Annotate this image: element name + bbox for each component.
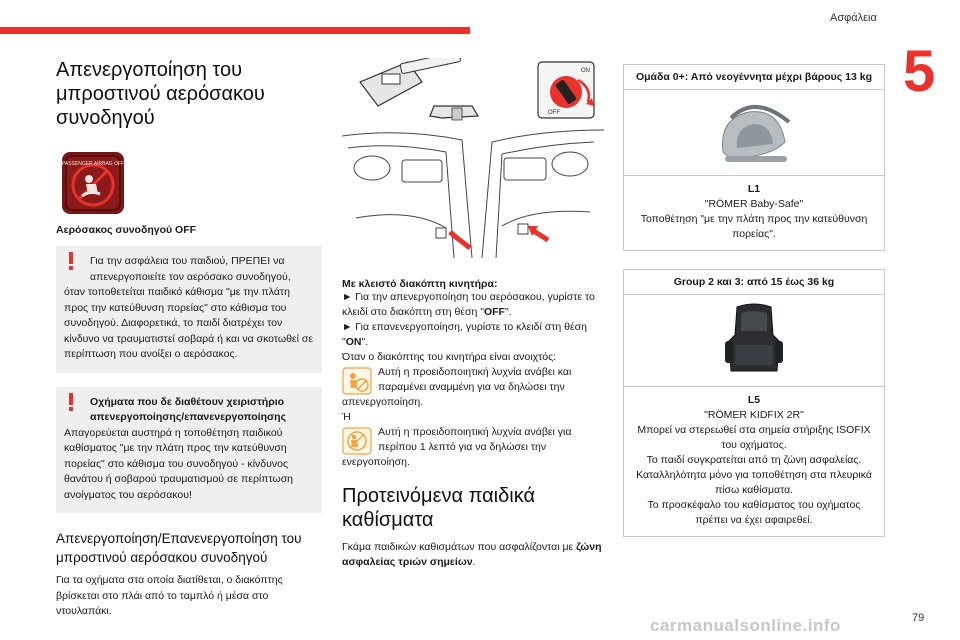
seat-detail: Καταλληλότητα μόνο για τοποθέτηση στα πλευρικά πίσω καθίσματα. [636, 469, 872, 496]
seat-detail: Μπορεί να στερεωθεί στα σημεία στήριξης ISOFIX του οχήματος. [637, 424, 871, 451]
column-middle [342, 58, 604, 570]
warning-lamp-off-row [342, 365, 604, 395]
step-reactivate-end: ". [361, 336, 369, 348]
body-paragraph: Για τα οχήματα στα οποία διατίθεται, ο διακόπτης βρίσκεται στο πλάι από το ταμπλό ή μέσα στο ντουλαπάκι. [56, 574, 283, 617]
or-separator: Ή [342, 411, 351, 423]
seat-code: L1 [747, 183, 761, 195]
dashboard-illustration [342, 130, 604, 258]
switch-label-off: OFF [548, 110, 560, 116]
seat-description [624, 387, 884, 536]
step-reactivate-text: ► Για επανενεργοποίηση, γυρίστε το κλειδί στη θέση " [342, 321, 587, 348]
page-number: 79 [912, 612, 925, 624]
airbag-switch-illustration [342, 58, 604, 268]
booster-seat-image [624, 295, 884, 387]
warning-body-text: όταν τοποθετείται παιδικό κάθισμα "με την πλάτη προς την κατεύθυνση πορείας" στο κάθισμα του συνοδηγού. Διαφορετικά, το παιδί διατρέχει τον κίνδυνο να τραυματιστεί σοβαρά ή και να σκοτωθεί σε περίπτωση που ανοίξει ο αερόσακος. [64, 286, 314, 360]
exclamation-icon [66, 252, 76, 270]
header-accent-bar [0, 27, 470, 34]
child-seats-intro [342, 540, 604, 570]
warning-lamp-off-tail: απενεργοποίηση. [342, 396, 424, 408]
warning-lamp-on-tail: ενεργοποίηση. [342, 456, 410, 468]
watermark: carmanualsonline.info [650, 616, 841, 635]
column-right [623, 64, 885, 537]
chapter-number: 5 [903, 39, 936, 104]
warning-lamp-off-text: Αυτή η προειδοποιητική λυχνία ανάβει και παραμένει αναμμένη για να δηλώσει την [378, 366, 572, 393]
child-seat-card [623, 64, 885, 251]
airbag-off-warning-lamp-icon [342, 367, 372, 395]
column-left [56, 58, 322, 620]
child-seats-title: Προτεινόμενα παιδικά καθίσματα [342, 485, 536, 531]
page-title: Απενεργοποίηση του μπροστινού αερόσακου συνοδηγού [56, 59, 265, 129]
seat-detail: Το παιδί συγκρατείται από τη ζώνη ασφαλείας. [646, 454, 862, 466]
seat-group-heading: Group 2 και 3: από 15 έως 36 kg [624, 270, 884, 295]
airbag-switch-detail [538, 62, 594, 118]
warning-lamp-on-text: Αυτή η προειδοποιητική λυχνία ανάβει για περίπου 1 λεπτό για να δηλώσει την [378, 426, 572, 453]
booster-seat-icon [719, 301, 789, 381]
passenger-airbag-off-icon [62, 152, 124, 214]
seat-name: "RÖMER KIDFIX 2R" [704, 409, 804, 421]
baby-carrier-seat-icon [709, 98, 799, 168]
switch-label-on: ON [581, 68, 590, 74]
intro-bold: ζώνη ασφαλείας τριών σημείων [342, 541, 602, 568]
seat-code: L5 [747, 394, 761, 406]
airbag-on-warning-lamp-icon [342, 427, 372, 455]
seat-name: "RÖMER Baby-Safe" [704, 198, 804, 210]
status-line: Όταν ο διακόπτης του κινητήρα είναι ανοιχτός: [342, 351, 557, 363]
warning-box-no-switch [56, 387, 322, 514]
intro-text: Γκάμα παιδικών καθισμάτων που ασφαλίζονται με [342, 541, 577, 553]
airbag-icon-caption: Αερόσακος συνοδηγού OFF [56, 224, 197, 236]
exclamation-icon [66, 393, 76, 411]
section-subtitle: Απενεργοποίηση/Επανενεργοποίηση του μπροστινού αερόσακου συνοδηγού [56, 531, 302, 565]
warning-heading: Οχήματα που δε διαθέτουν χειριστήριο απενεργοποίησης/επανενεργοποίησης [90, 395, 287, 423]
step-deactivate-end: ". [504, 306, 512, 318]
warning-lead-text: Για την ασφάλεια του παιδιού, ΠΡΕΠΕΙ να απενεργοποιείτε τον αερόσακο συνοδηγού, [90, 255, 291, 283]
seat-detail: Τοποθέτηση "με την πλάτη προς την κατεύθυνση πορείας". [640, 213, 868, 240]
child-seat-card [623, 269, 885, 537]
baby-seat-image [624, 90, 884, 176]
warning-body-text: Απαγορεύεται αυστηρά η τοποθέτηση παιδικού καθίσματος "με την πλάτη προς την κατεύθυνση πορείας" στο κάθισμα του συνοδηγού - κίνδυνος θανάτου ή σοβαρού τραυματισμού σε περίπτωση ανοίγματος του αερόσακου! [64, 426, 294, 501]
step-deactivate-text: ► Για την απενεργοποίηση του αερόσακου, γυρίστε το κλειδί στο διακόπτη στη θέση " [342, 291, 595, 318]
step-reactivate [342, 320, 604, 350]
seat-description [624, 176, 884, 250]
ignition-key-illustration [360, 58, 478, 120]
intro-end: . [472, 556, 476, 568]
section-title: Ασφάλεια [830, 12, 877, 24]
procedure-caption: Με κλειστό διακόπτη κινητήρα: [342, 278, 498, 290]
seat-group-heading: Ομάδα 0+: Από νεογέννητα μέχρι βάρους 13 kg [624, 65, 884, 90]
step-deactivate [342, 290, 604, 320]
step-deactivate-position: OFF [483, 306, 505, 318]
seat-detail: Το προσκέφαλο του καθίσματος του οχήματος πρέπει να έχει αφαιρεθεί. [647, 499, 861, 526]
airbag-icon-label: PASSENGER AIRBAG OFF [62, 161, 124, 167]
warning-lamp-on-row [342, 425, 604, 455]
warning-box-child-safety [56, 246, 322, 373]
step-reactivate-position: ON [345, 336, 362, 348]
